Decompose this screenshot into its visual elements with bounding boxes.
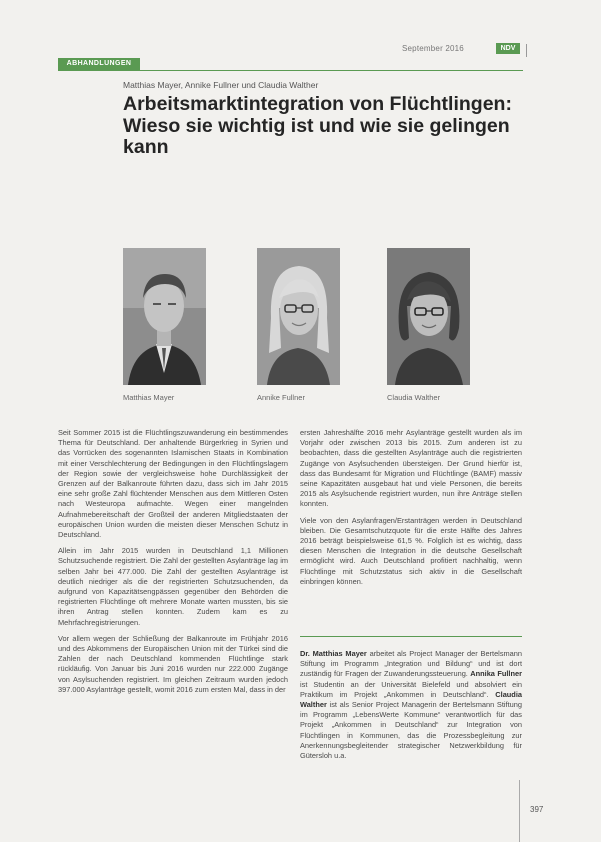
header-divider: [526, 44, 527, 57]
paragraph: Viele von den Asylanfragen/Erstanträgen werden in Deutschland bleiben. Die Gesamtschutzquote für die erste Hälfte des Jahres 2016 beträgt beispielsweise 61,5 %. Folglich ist es wichtig, dass diesen Menschen die Integration in die deutsche Gesellschaft ermöglicht wird. Auch Deutschland profitiert nachhaltig, wenn Flüchtlinge mit Schutzstatus sich aktiv in die Gesellschaft einbringen können.: [300, 515, 522, 586]
bio-name: Dr. Matthias Mayer: [300, 649, 367, 658]
bio-text: ist als Senior Project Managerin der Bertelsmann Stiftung im Programm „LebensWerte Kommune“ verantwortlich für das Projekt „Ankommen in Deutschland“ zur Integration von Flüchtlingen in Kommunen, das die Prozessbegleitung zur Anerkennungsbegleitender strategischer Netzwerkbildung für Gütersloh u.a.: [300, 700, 522, 761]
photo-caption-fullner: Annike Fullner: [257, 393, 305, 402]
issue-date: September 2016: [402, 44, 464, 53]
photo-caption-mayer: Matthias Mayer: [123, 393, 175, 402]
article-authors: Matthias Mayer, Annike Fullner und Claudia Walther: [123, 80, 319, 90]
author-photo-mayer: [123, 248, 206, 385]
bio-text: ist Studentin an der Universität Bielefeld und absolviert ein Praktikum im Projekt „Ankommen in Deutschland“.: [300, 679, 522, 699]
author-photo-walther: [387, 248, 470, 385]
paragraph: Allein im Jahr 2015 wurden in Deutschland 1,1 Millionen Schutzsuchende registriert. Die Zahl der gestellten Asylanträge lag im selben Jahr bei 477.000. Die Zahl der gestellten Asylanträge ist deutlich niedriger als die der registrierten Schutzsuchenden, da aufgrund von Kapazitätsengpässen gegenüber den Behörden die registrierten Flüchtlinge oft mehrere Monate warten mussten, bis sie ihren Antrag stellen konnten. Zudem kam es zu Mehrfachregistrierungen.: [58, 546, 288, 627]
section-rule: [58, 70, 523, 71]
section-label: ABHANDLUNGEN: [58, 58, 140, 70]
author-bio: [300, 636, 522, 761]
paragraph: Vor allem wegen der Schließung der Balkanroute im Frühjahr 2016 und des Abkommens der Europäischen Union mit der Türkei sind die Zahlen der nach Deutschland kommenden Flüchtlinge stark rückläufig. Von Januar bis Juni 2016 wurden nur 222.000 Zugänge von Asylsuchenden registriert. Im gleichen Zeitraum wurden jedoch 397.000 Asylanträge gestellt, womit 2016 zum ersten Mal, dass in der: [58, 633, 288, 694]
bio-text: arbeitet als Project Manager der Bertelsmann Stiftung im Programm „Integration und Bildung“ und ist dort zuständig für Fragen der Zuwanderungssteuerung.: [300, 649, 522, 679]
author-photo-fullner: [257, 248, 340, 385]
body-column-right: [300, 428, 522, 593]
page-number: 397: [530, 805, 544, 814]
page-margin-rule: [519, 780, 520, 842]
article-title: Arbeitsmarktintegration von Flüchtlingen: Wieso sie wichtig ist und wie sie gelingen kann: [123, 93, 512, 158]
bio-name: Claudia Walther: [300, 689, 522, 710]
paragraph: Seit Sommer 2015 ist die Flüchtlingszuwanderung ein bestimmendes Thema für Deutschland. Der anhaltende Bürgerkrieg in Syrien und das Vorrücken des sogenannten Islamischen Staats in Kombination mit einer Verschlechterung der Bedingungen in den Flüchtlingslagern der Region sowie der vergleichsweise hohe Durchlässigkeit der Grenzen auf der Balkanroute führten dazu, dass sich im Jahr 2015 eine sehr große Zahl flüchtender Menschen aus dem Mittleren Osten nach Westeuropa aufmachte. Wegen einer mangelnden Aufnahmebereitschaft der Großteil der anderen Mitgliedstaaten der europäischen Union wurden die meisten dieser Menschen Schutz in Deutschland.: [58, 428, 288, 540]
journal-badge: NDV: [496, 43, 520, 54]
body-column-left: [58, 428, 288, 701]
bio-name: Annika Fullner: [470, 669, 522, 679]
photo-caption-walther: Claudia Walther: [387, 393, 441, 402]
paragraph: ersten Jahreshälfte 2016 mehr Asylanträge gestellt wurden als im Vorjahr oder zwischen 2013 bis 2015. Zum anderen ist zu beobachten, dass die gestellten Asylanträge auch die registrierten Zugänge von Asylsuchenden übersteigen. Der Grund hierfür ist, dass das Bundesamt für Migration und Flüchtlinge (BAMF) massiv seine Kapazitäten ausgebaut hat und viele Personen, die bereits 2015 als Asylsuchende registriert wurden, nun ihre Anträge stellen konnten.: [300, 428, 522, 509]
